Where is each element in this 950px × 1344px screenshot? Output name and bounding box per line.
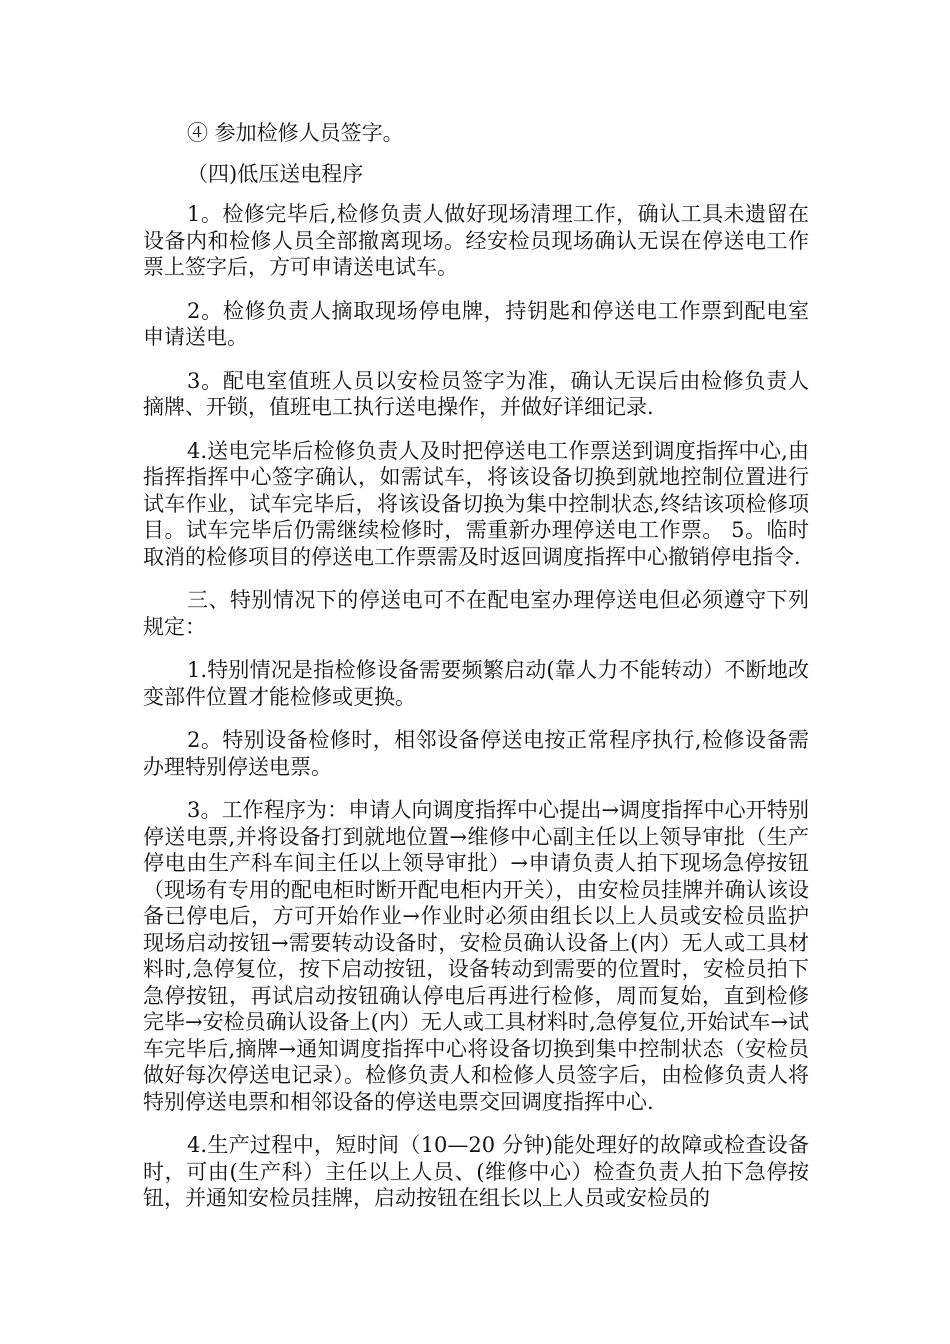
paragraph-step-4-5: 4.送电完毕后检修负责人及时把停送电工作票送到调度指挥中心,由指挥指挥中心签字确认，如需试车，将该设备切换到就地控制位置进行试车作业，试车完毕后，将该设备切换为集中控制状态,终结该项检修项目。试车完毕后仍需继续检修时，需重新办理停送电工作票。 5。临时取消的检修项目的停送电工作票需及时返回调度指挥中心撤销停电指令. [143, 438, 809, 569]
paragraph-step-2: 2。检修负责人摘取现场停电牌，持钥匙和停送电工作票到配电室申请送电。 [143, 298, 809, 349]
paragraph-special-3-procedure: 3。工作程序为：申请人向调度指挥中心提出→调度指挥中心开特别停送电票,并将设备打到就地位置→维修中心副主任以上领导审批（生产停电由生产科车间主任以上领导审批）→申请负责人拍下现场急停按钮（现场有专用的配电柜时断开配电柜内开关），由安检员挂牌并确认该设备已停电后，方可开始作业→作业时必须由组长以上人员或安检员监护现场启动按钮→需要转动设备时，安检员确认设备上(内）无人或工具材料时,急停复位，按下启动按钮，设备转动到需要的位置时，安检员拍下急停按钮，再试启动按钮确认停电后再进行检修，周而复始，直到检修完毕→安检员确认设备上(内）无人或工具材料时,急停复位,开始试车→试车完毕后,摘牌→通知调度指挥中心将设备切换到集中控制状态（安检员做好每次停送电记录）。检修负责人和检修人员签字后，由检修负责人将特别停送电票和相邻设备的停送电票交回调度指挥中心. [143, 798, 809, 1114]
paragraph-special-2: 2。特别设备检修时，相邻设备停送电按正常程序执行,检修设备需办理特别停送电票。 [143, 728, 809, 779]
document-body [143, 120, 809, 1212]
paragraph-special-4: 4.生产过程中，短时间（10—20 分钟)能处理好的故障或检查设备时，可由(生产科）主任以上人员、(维修中心）检查负责人拍下急停按钮，并通知安检员挂牌，启动按钮在组长以上人员或安检员的 [143, 1133, 809, 1210]
paragraph-step-1: 1。检修完毕后,检修负责人做好现场清理工作，确认工具未遗留在设备内和检修人员全部撤离现场。经安检员现场确认无误在停送电工作票上签字后，方可申请送电试车。 [143, 202, 809, 279]
section-heading-low-voltage-power-on: （四)低压送电程序 [187, 161, 364, 186]
section-heading-special-cases: 三、特别情况下的停送电可不在配电室办理停送电但必须遵守下列规定： [143, 588, 809, 639]
paragraph-signature-step: ④ 参加检修人员签字。 [187, 121, 404, 145]
paragraph-step-3: 3。配电室值班人员以安检员签字为准，确认无误后由检修负责人摘牌、开锁，值班电工执行送电操作，并做好详细记录. [143, 368, 809, 419]
paragraph-special-1: 1.特别情况是指检修设备需要频繁启动(靠人力不能转动）不断地改变部件位置才能检修或更换。 [143, 658, 809, 709]
